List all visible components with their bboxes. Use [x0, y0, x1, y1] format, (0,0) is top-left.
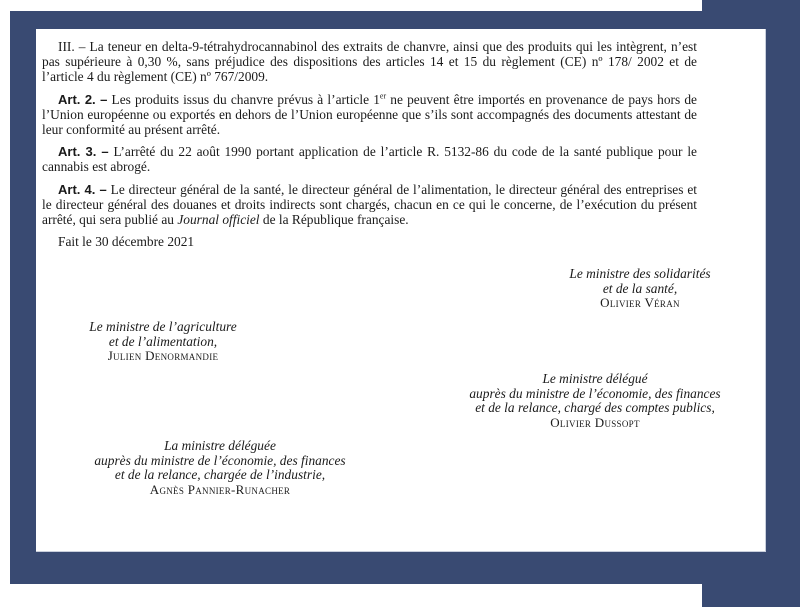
- signature-agriculture: [58, 320, 268, 364]
- paragraph-text: III. – La teneur en delta-9-tétrahydrocannabinol des extraits de chanvre, ainsi que des produits qui les intègrent, n’est pas supérieure à 0,30 %, sans préjudice des dispositions des articles 14 et 15 du règlement (CE) nº 178/ 2002 et de l’article 4 du règlement (CE) nº 767/2009.: [42, 39, 697, 85]
- journal-title: Journal officiel: [177, 212, 260, 228]
- paragraph-iii: [42, 39, 697, 85]
- article-label: Art. 4. –: [58, 181, 107, 197]
- signature-role: Le ministre des solidarités: [569, 266, 711, 281]
- signature-sante: [540, 267, 740, 311]
- paragraph-text: Les produits issus du chanvre prévus à l’article 1: [107, 91, 380, 107]
- paragraph-text: Le directeur général de la santé, le directeur général de l’alimentation, le directeur général des entreprises et le directeur général des douanes et droits indirects sont chargés, chacun en ce qui le concerne, de l’exécution du présent arrêté, qui sera publié au: [42, 181, 697, 228]
- article-label: Art. 3. –: [58, 144, 109, 160]
- signature-industrie: [65, 439, 375, 497]
- signature-role: La ministre déléguée: [164, 438, 276, 453]
- article-3: [42, 144, 697, 174]
- superscript: er: [379, 91, 387, 101]
- signature-role: Le ministre délégué: [542, 371, 648, 386]
- signature-role: et de la relance, chargée de l’industrie,: [114, 467, 326, 483]
- signature-name: Olivier Dussopt: [550, 414, 640, 430]
- article-2: [42, 92, 697, 138]
- signature-name: Olivier Véran: [600, 295, 680, 311]
- document-body: [42, 39, 697, 249]
- signature-role: et de la santé,: [602, 280, 678, 296]
- paragraph-text: L’arrêté du 22 août 1990 portant application de l’article R. 5132-86 du code de la santé publique pour le cannabis est abrogé.: [42, 144, 697, 175]
- article-label: Art. 2. –: [58, 91, 108, 107]
- paragraph-text: ne peuvent être importés en provenance de pays hors de l’Union européenne ou exportés en dehors de l’Union européenne que s’ils sont accompagnés des documents attestant de leur conformité au présent arrêté.: [42, 91, 698, 138]
- article-4: [42, 182, 697, 228]
- signature-name: Agnès Pannier-Runacher: [149, 481, 291, 497]
- signature-role: et de la relance, chargé des comptes publics,: [475, 400, 715, 416]
- signature-role: auprès du ministre de l’économie, des finances: [94, 452, 346, 468]
- signature-role: et de l’alimentation,: [108, 333, 218, 349]
- signature-comptes-publics: [440, 372, 750, 430]
- date-line: Fait le 30 décembre 2021: [58, 234, 195, 250]
- signature-role: auprès du ministre de l’économie, des finances: [469, 385, 721, 401]
- signature-role: Le ministre de l’agriculture: [89, 319, 237, 334]
- paragraph-text: de la République française.: [259, 212, 409, 228]
- signature-name: Julien Denormandie: [107, 348, 219, 364]
